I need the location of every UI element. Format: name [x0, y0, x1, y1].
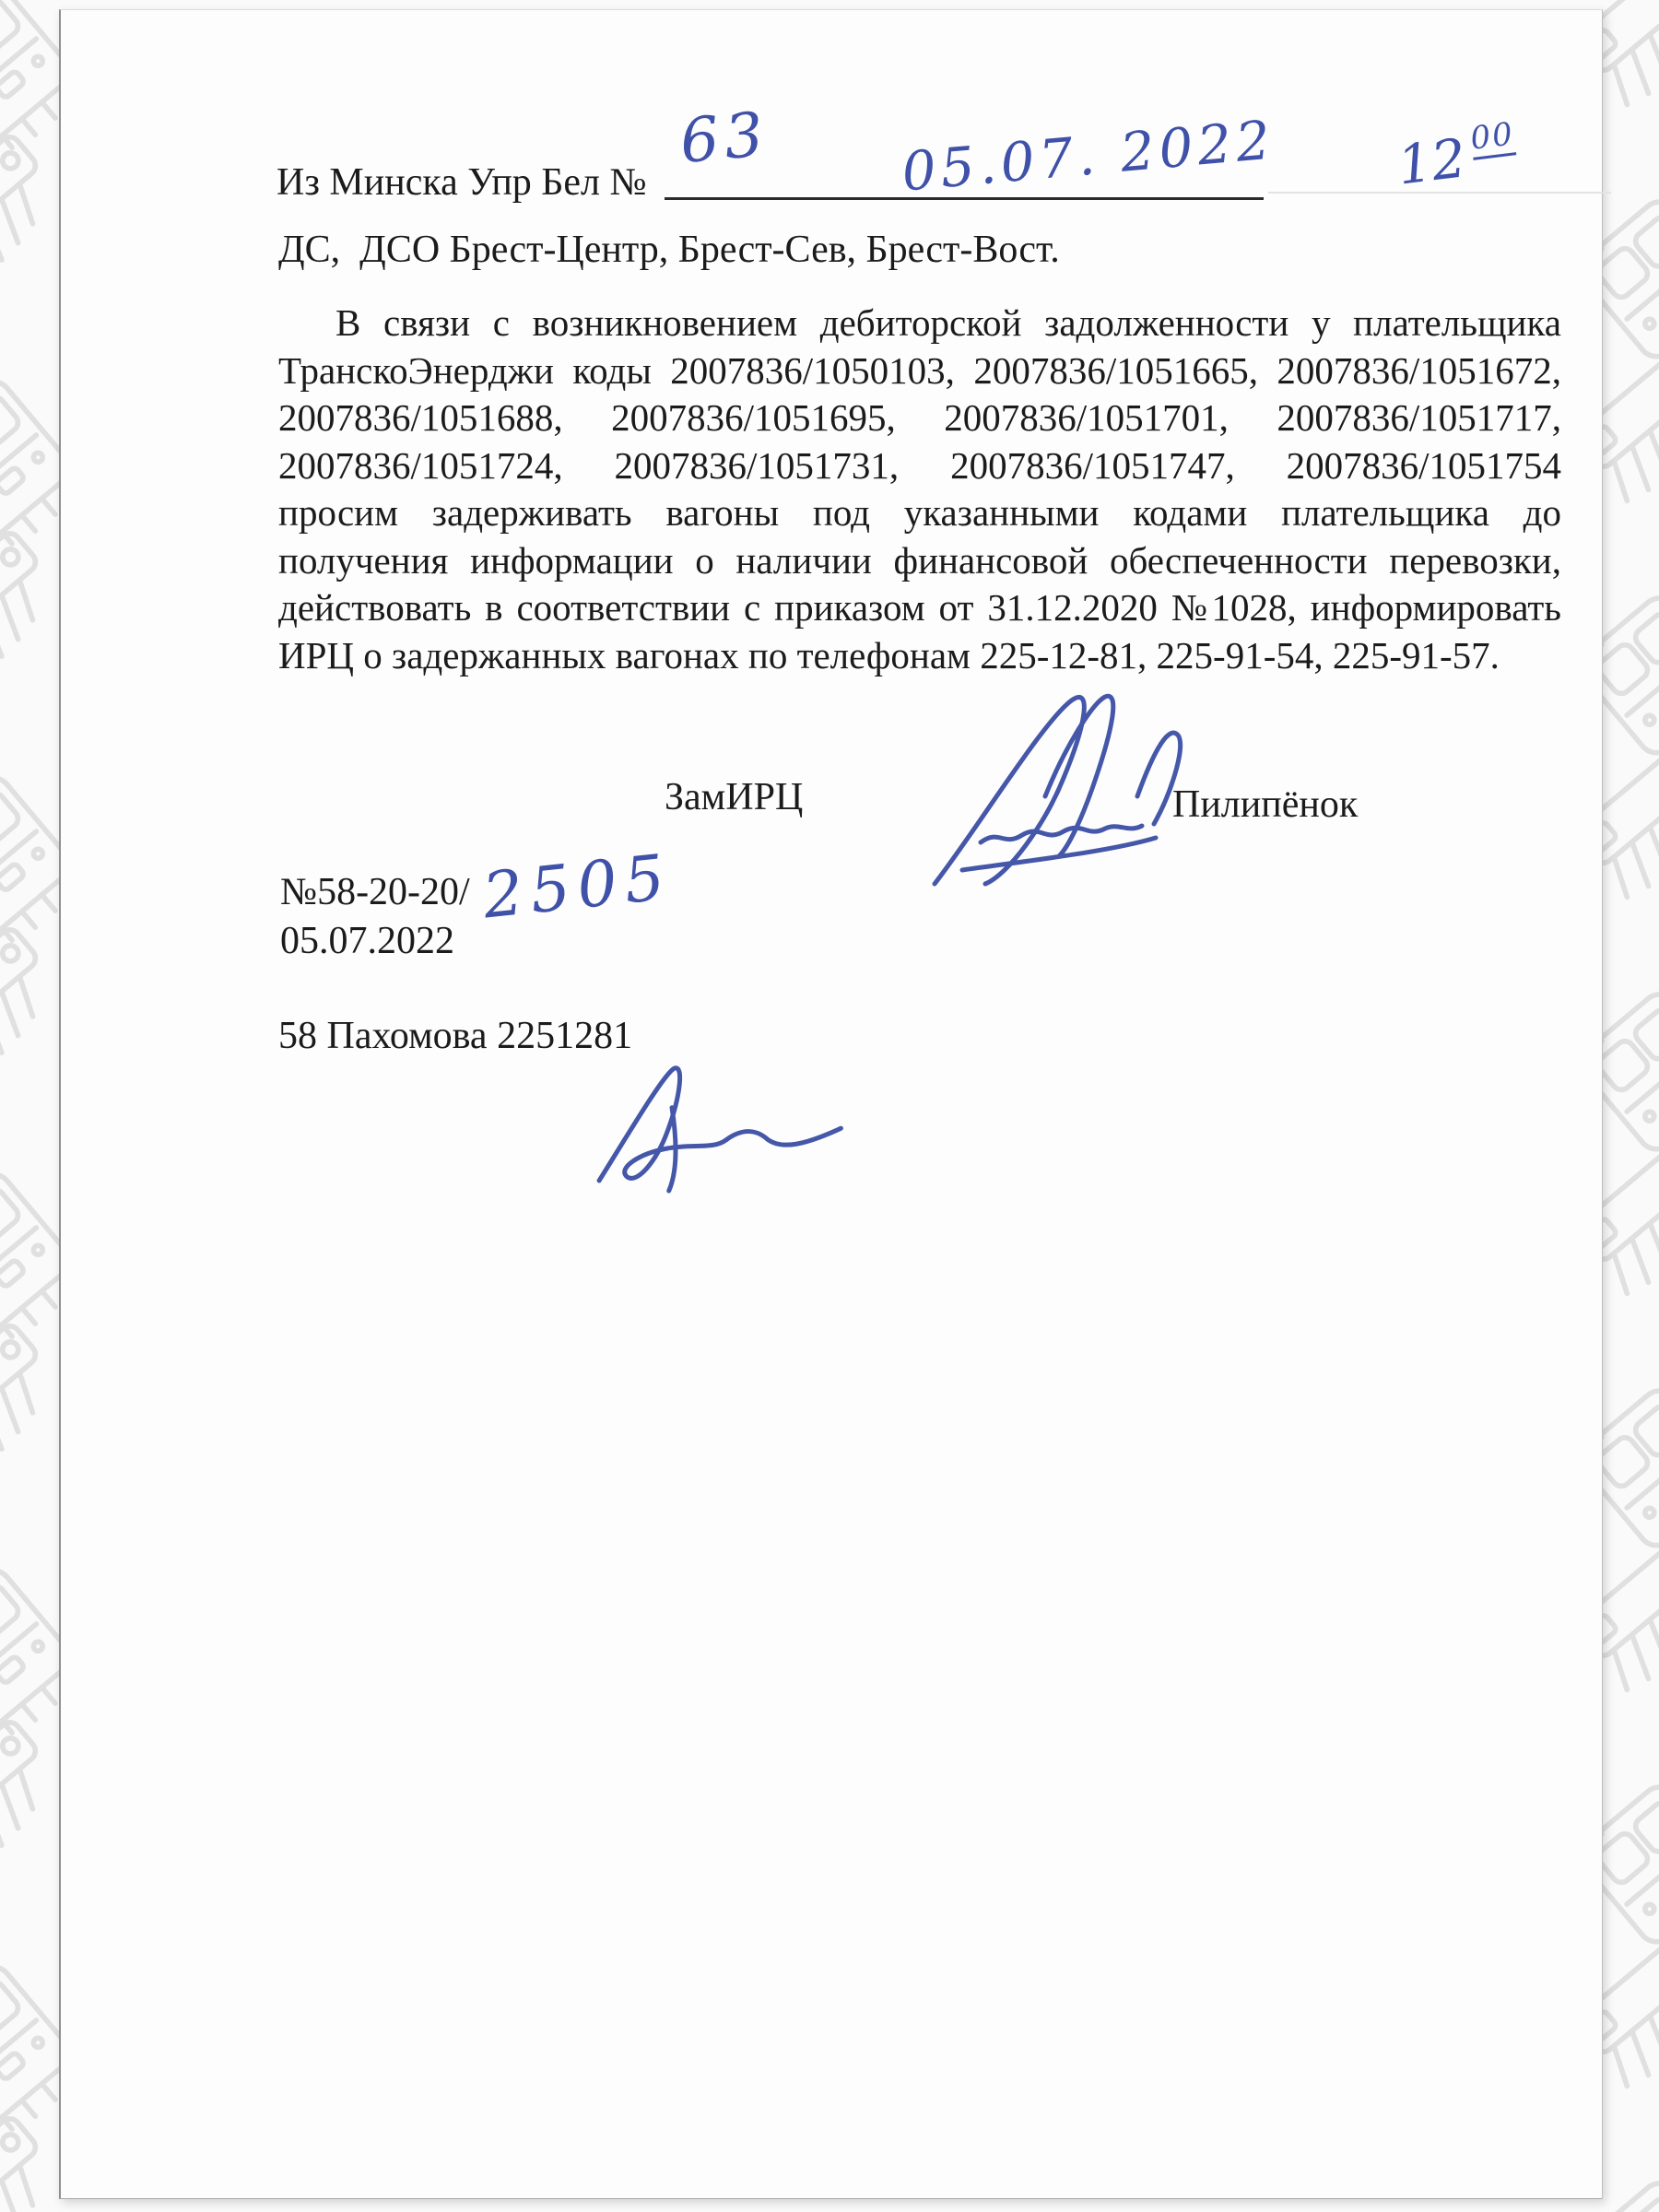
- body-paragraph: В связи с возникновением дебиторской задолженности у плательщика ТранскоЭнерджи коды 2007836/1050103, 2007836/1051665, 2007836/1051672, 2007836/1051688, 2007836/1051695, 2007836/1051701, 2007836/1051717, 2007836/1051724, 2007836/1051731, 2007836/1051747, 2007836/1051754 просим задерживать вагоны под указанными кодами плательщика до получения информации о наличии финансовой обеспеченности перевозки, действовать в соответствии с приказом от 31.12.2020 №1028, информировать ИРЦ о задержанных вагонах по телефонам 225-12-81, 225-91-54, 225-91-57.: [278, 301, 1561, 677]
- handwritten-time-hours: 12: [1394, 126, 1470, 197]
- header-underline: [665, 197, 1264, 200]
- signer-title: ЗамИРЦ: [665, 776, 804, 818]
- handwritten-time: [1394, 115, 1520, 196]
- executor-signature-ink: [570, 1042, 872, 1206]
- reference-date: 05.07.2022: [280, 920, 454, 962]
- header-origin-label: Из Минска Упр Бел №: [276, 161, 647, 204]
- executor-line: 58 Пахомова 2251281: [278, 1015, 633, 1057]
- handwritten-date: 05.07. 2022: [899, 108, 1277, 204]
- document-page: [59, 9, 1603, 2199]
- handwritten-reference-number: 2505: [479, 841, 676, 934]
- reference-number-label: №58-20-20/: [280, 871, 470, 913]
- faint-scan-line: [1268, 192, 1611, 194]
- handwritten-telegram-number: 63: [677, 98, 772, 178]
- signer-name: Пилипёнок: [1172, 783, 1359, 826]
- addressee-line: ДС, ДСО Брест-Центр, Брест-Сев, Брест-Вост.: [278, 229, 1060, 271]
- handwritten-time-minutes: 00: [1468, 115, 1516, 159]
